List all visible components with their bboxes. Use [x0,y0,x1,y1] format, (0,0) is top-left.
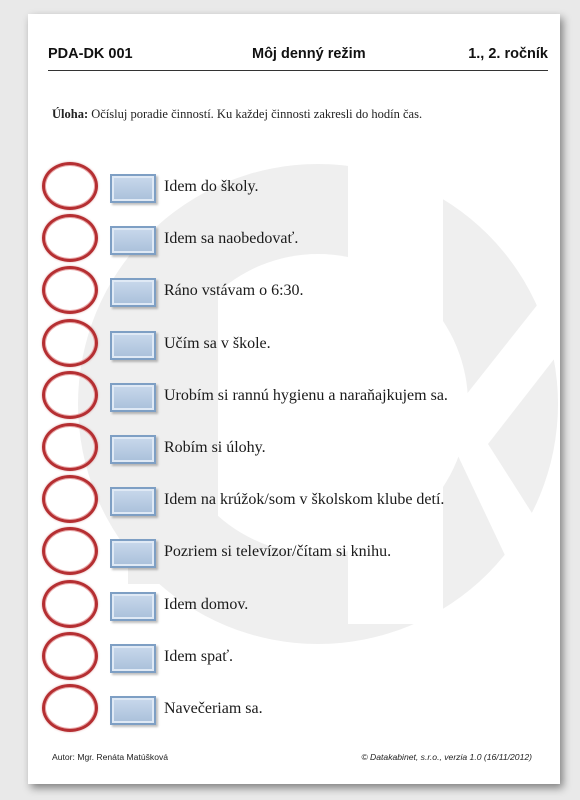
clock-circle[interactable] [42,632,98,680]
activity-label: Ráno vstávam o 6:30. [164,282,304,300]
order-number-box[interactable] [110,539,156,568]
order-number-box[interactable] [110,435,156,464]
worksheet-title: Môj denný režim [252,46,366,62]
clock-circle[interactable] [42,423,98,471]
order-number-box[interactable] [110,696,156,725]
activity-row [28,475,560,527]
order-number-box[interactable] [110,331,156,360]
clock-circle[interactable] [42,266,98,314]
clock-circle[interactable] [42,371,98,419]
activity-row [28,632,560,684]
clock-circle[interactable] [42,475,98,523]
activity-label: Robím si úlohy. [164,439,266,456]
clock-circle[interactable] [42,684,98,732]
worksheet-page [28,14,560,784]
worksheet-grade: 1., 2. ročník [468,46,548,62]
footer-copyright: © Datakabinet, s.r.o., verzia 1.0 (16/11/2012) [361,752,532,762]
task-instruction [52,107,542,122]
activity-label: Učím sa v škole. [164,334,271,352]
worksheet-header [48,44,548,71]
clock-circle[interactable] [42,319,98,367]
activity-row [28,684,560,736]
activity-row [28,266,560,318]
order-number-box[interactable] [110,644,156,673]
order-number-box[interactable] [110,383,156,412]
clock-circle[interactable] [42,580,98,628]
activity-label: Idem do školy. [164,178,259,195]
activity-label: Pozriem si televízor/čítam si knihu. [164,543,392,561]
activity-row [28,527,560,579]
clock-circle[interactable] [42,527,98,575]
worksheet-code: PDA-DK 001 [48,46,133,62]
clock-circle[interactable] [42,162,98,210]
task-text: Očísluj poradie činností. Ku každej činnosti zakresli do hodín čas. [88,107,423,121]
activity-label: Navečeriam sa. [164,700,263,717]
clock-circle[interactable] [42,214,98,262]
activity-label: Idem na krúžok/som v školskom klube detí. [164,491,445,509]
activity-label: Idem domov. [164,595,249,613]
activity-label: Idem sa naobedovať. [164,230,299,248]
activity-row [28,162,560,214]
order-number-box[interactable] [110,278,156,307]
activity-row [28,423,560,475]
activity-row [28,319,560,371]
activity-label: Urobím si rannú hygienu a naraňajkujem sa. [164,386,448,404]
order-number-box[interactable] [110,487,156,516]
activity-row [28,214,560,266]
order-number-box[interactable] [110,174,156,203]
activity-row [28,371,560,423]
footer-author: Autor: Mgr. Renáta Matúšková [52,752,169,762]
activity-row [28,580,560,632]
order-number-box[interactable] [110,592,156,621]
task-label: Úloha: [52,107,89,121]
activity-label: Idem spať. [164,647,234,665]
order-number-box[interactable] [110,226,156,255]
